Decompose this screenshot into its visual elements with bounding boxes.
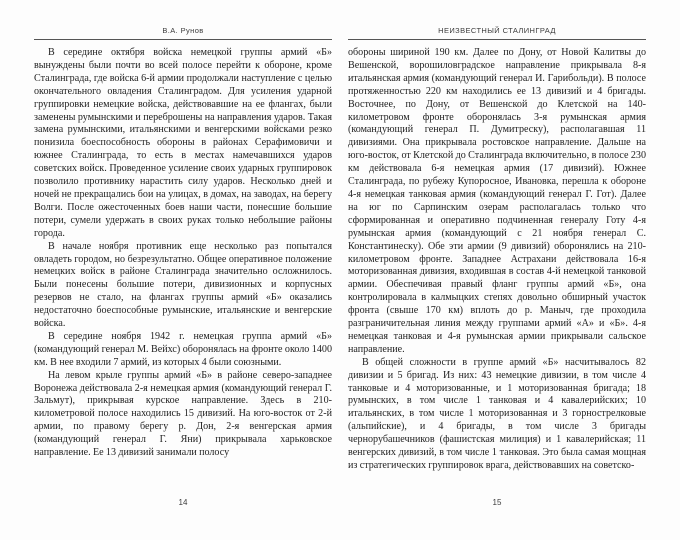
header-rule-right [348, 39, 646, 40]
paragraph: В общей сложности в группе армий «Б» насчитывалось 82 дивизии и 5 бригад. Из них: 43 немецкие дивизии, в том числе 4 танковые и 4 моторизованные, и 1 моторизованная бригада; 18 румынских, в том числе 1 танковая и 4 кавалерийских; 10 итальянских, в том числе 1 моторизованная и 3 горнострелковые (альпийские), и 4 бригады, в том числе 3 бригады чернорубашечников (фашистская милиция) и 1 кавалерийская; 11 венгерских дивизий, в том числе 1 танковая. Это была самая мощная из стратегических группировок врага, действовавших на советско- [348, 356, 646, 471]
page-number-right: 15 [492, 498, 502, 507]
running-head-author: В.А. Рунов [162, 26, 204, 35]
running-head-title: НЕИЗВЕСТНЫЙ СТАЛИНГРАД [438, 26, 556, 35]
page-body-left [34, 47, 332, 460]
page-left [34, 26, 332, 520]
header-rule-left [34, 39, 332, 40]
paragraph: На левом крыле группы армий «Б» в районе северо-западнее Воронежа действовала 2-я немецкая армия (командующий генерал Г. Зальмут), прикрывая курское направление. Здесь в 210-километровой полосе находились 15 дивизий. На юго-восток от 2-й армии, по правому берегу р. Дон, 2-я венгерская армия (командующий генерал Г. Яни) прикрывала харьковское направление. Ее 13 дивизий занимали полосу [34, 369, 332, 459]
paragraph: В середине октября войска немецкой группы армий «Б» вынуждены были почти во всей полосе перейти к обороне, кроме Сталинграда, где войска 6-й армии продолжали наступление с целью окончательного овладения Сталинградом. Для усиления ударной группировки немецкие войска, действовавшие на ее флангах, были заменены румынскими и переброшены на направления ударов. Такая замена румынскими, итальянскими и венгерскими войсками резко понизила боеспособность обороны в районах Серафимовичи и южнее Сталинграда, то есть в местах намечавшихся ударов советских войск. Проведенное усиление своих ударных группировок позволило противнику нарастить силу ударов. Несколько дней и ночей не прекращались бои на улицах, в домах, на заводах, на берегу Волги. После ожесточенных боев наши части, понесшие большие потери, сумели удержать в своих руках только небольшие районы города. [34, 47, 332, 239]
page-number-left: 14 [178, 498, 188, 507]
paragraph: В начале ноября противник еще несколько раз попытался овладеть городом, но безрезультатно. Общее оперативное положение немецких войск в районе Сталинграда значительно осложнилось. Были понесены большие потери, дивизионных и корпусных резервов не стало, на флангах группы армий «Б» оказались недостаточно боеспособные румынские, итальянские и венгерские войска. [34, 240, 332, 330]
page-right [348, 26, 646, 520]
paragraph-continuation: обороны шириной 190 км. Далее по Дону, от Новой Калитвы до Вешенской, ворошиловградское направление прикрывала 8-я итальянская армия (командующий генерал И. Гарибольди). В полосе протяженностью 220 км находились ее 13 дивизий и 4 бригады. Восточнее, по Дону, от Вешенской до Клетской на 140-километровом фронте оборонялась 3-я румынская армия (командующий генерал П. Думитреску), располагавшая 11 дивизиями. Она прикрывала ростовское направление. Дальше на юго-восток, от Клетской до Сталинграда включительно, в полосе 230 км действовала 6-я немецкая армия (17 дивизий). Южнее Сталинграда, по рубежу Купоросное, Ивановка, перешла к обороне 4-я немецкая танковая армия (командующий генерал Г. Гот). Далее на юг по Сарпинским озерам располагалась только что сформированная и оперативно подчиненная генералу Готу 4-я румынская армия (командующий с 21 ноября генерал С. Константинеску). Обе эти армии (9 дивизий) оборонялись на 210-километровом фронте. Западнее Астрахани действовала 16-я моторизованная дивизия, входившая в состав 4-й немецкой танковой армии. Обеспечивая правый фланг группы армий «Б», она контролировала в калмыцких степях довольно обширный участок фронта (свыше 170 км) вплоть до р. Маныч, где проходила разграничительная линия между группами армий «А» и «Б». 4-я немецкая танковая и 4-я румынская армии прикрывали сальское направление. [348, 47, 646, 355]
paragraph: В середине ноября 1942 г. немецкая группа армий «Б» (командующий генерал М. Вейхс) оборонялась на фронте около 1400 км. В нее входили 7 армий, из которых 4 были союзными. [34, 330, 332, 368]
page-body-right [348, 47, 646, 473]
